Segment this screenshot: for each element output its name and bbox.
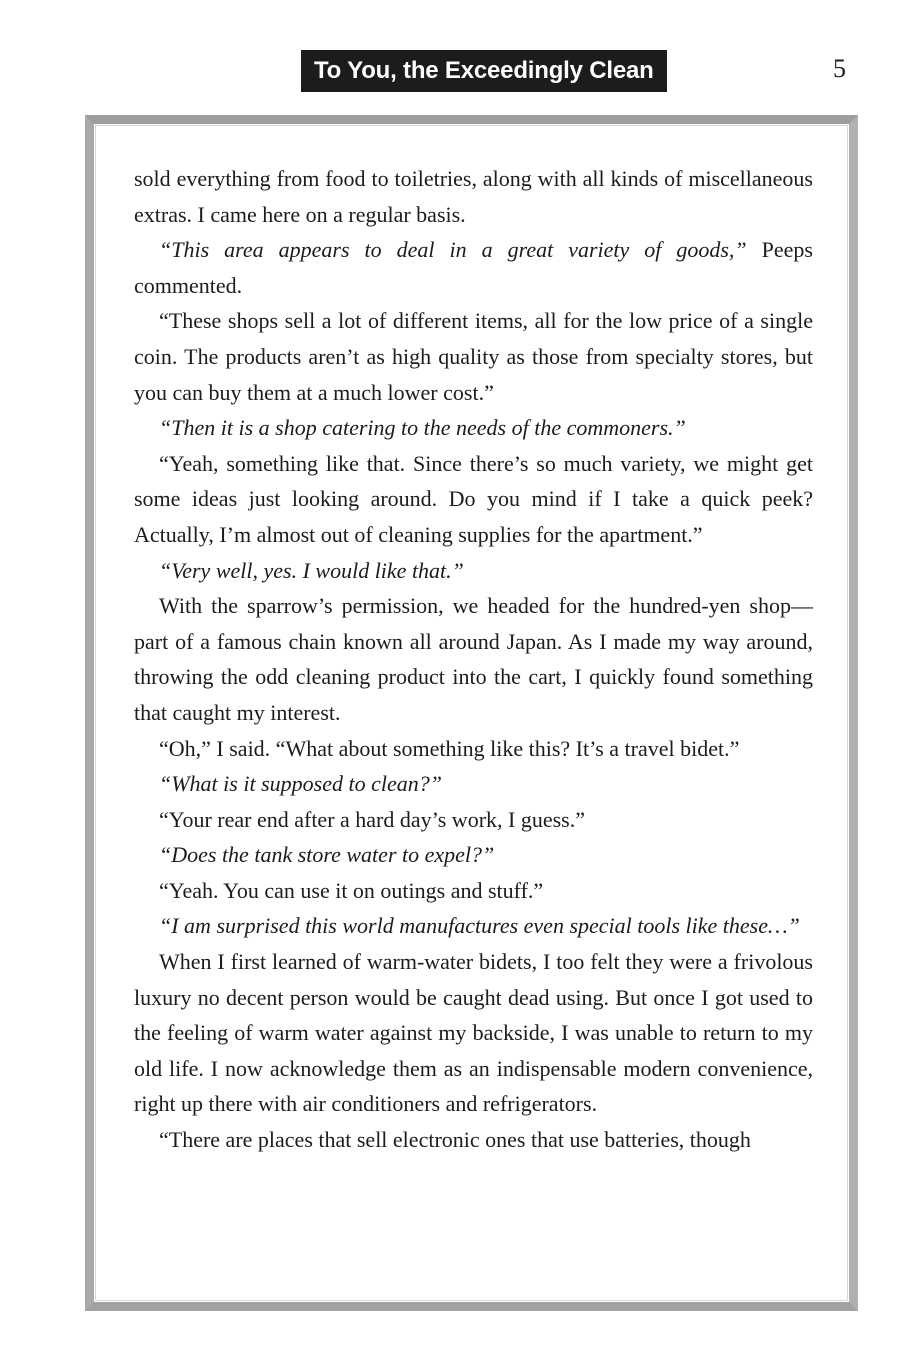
text-run: With the sparrow’s permission, we headed for the hundred-yen shop—part of a famous chain known all around Japan. As I made my way around, throwing the odd cleaning product into the cart, I quickly found something that caught my interest. <box>134 593 813 725</box>
text-run: Peeps commented. <box>134 237 813 298</box>
text-run: When I first learned of warm-water bidets, I too felt they were a frivolous luxury no decent person would be caught dead using. But once I got used to the feeling of warm water against my backside, I was unable to return to my old life. I now acknowledge them as an indispensable modern convenience, right up there with air conditioners and refrigerators. <box>134 949 813 1117</box>
paragraph <box>134 837 813 873</box>
text-run: “Oh,” I said. “What about something like this? It’s a travel bidet.” <box>159 735 740 761</box>
text-run: “Your rear end after a hard day’s work, I guess.” <box>159 806 586 832</box>
paragraph <box>134 908 813 944</box>
text-run: “Yeah. You can use it on outings and stuff.” <box>159 877 544 903</box>
paragraph <box>134 766 813 802</box>
paragraph <box>134 588 813 730</box>
paragraph <box>134 446 813 553</box>
chapter-title-badge <box>301 50 667 92</box>
page-number: 5 <box>833 54 846 83</box>
dialogue-italic-run: “Very well, yes. I would like that.” <box>159 557 464 583</box>
text-run: “Yeah, something like that. Since there’s so much variety, we might get some ideas just looking around. Do you mind if I take a quick peek? Actually, I’m almost out of cleaning supplies for the apartment.” <box>134 450 813 547</box>
paragraph <box>134 1122 813 1158</box>
paragraph <box>134 553 813 589</box>
text-run: “These shops sell a lot of different items, all for the low price of a single coin. The products aren’t as high quality as those from specialty stores, but you can buy them at a much lower cost.” <box>134 308 813 405</box>
paragraph <box>134 802 813 838</box>
body-text <box>96 126 847 1158</box>
text-frame <box>85 115 858 1311</box>
text-frame-inner-border <box>95 125 848 1301</box>
text-run: “There are places that sell electronic ones that use batteries, though <box>159 1127 751 1153</box>
paragraph <box>134 161 813 232</box>
dialogue-italic-run: “This area appears to deal in a great variety of goods,” <box>159 237 747 263</box>
paragraph <box>134 303 813 410</box>
dialogue-italic-run: “What is it supposed to clean?” <box>159 771 442 797</box>
chapter-title: To You, the Exceedingly Clean <box>314 57 654 84</box>
text-run: sold everything from food to toiletries, along with all kinds of miscellaneous extras. I came here on a regular basis. <box>134 166 813 227</box>
paragraph <box>134 410 813 446</box>
dialogue-italic-run: “I am surprised this world manufactures even special tools like these…” <box>159 913 800 939</box>
paragraph <box>134 232 813 303</box>
paragraph <box>134 944 813 1122</box>
paragraph <box>134 731 813 767</box>
dialogue-italic-run: “Then it is a shop catering to the needs of the commoners.” <box>159 415 686 441</box>
dialogue-italic-run: “Does the tank store water to expel?” <box>159 842 495 868</box>
paragraph <box>134 873 813 909</box>
